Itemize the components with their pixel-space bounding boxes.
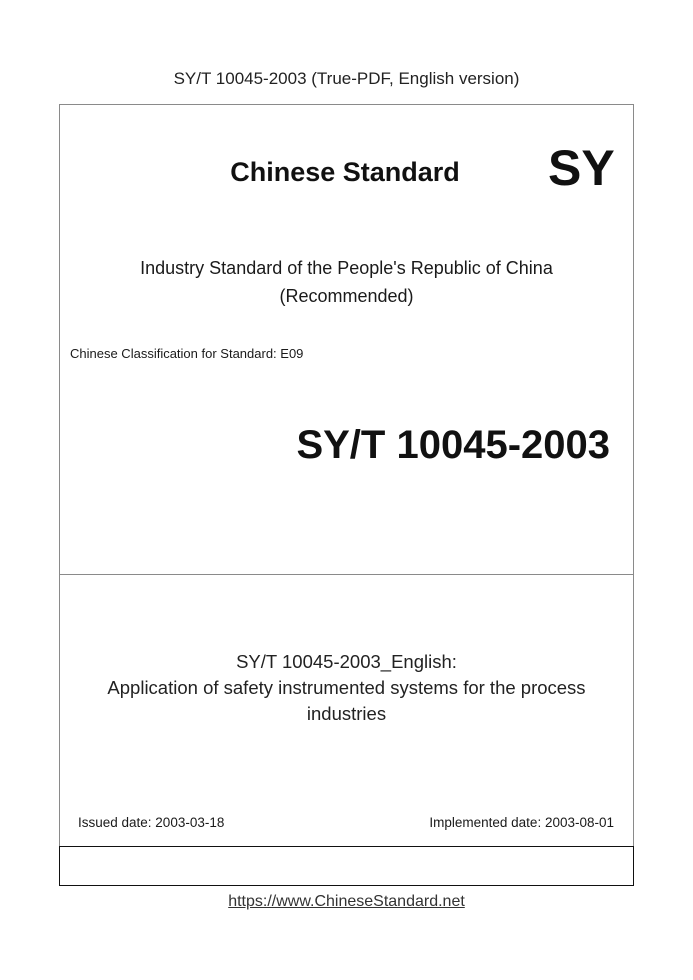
document-title (59, 649, 634, 727)
classification-label: Chinese Classification for Standard: E09 (70, 346, 304, 361)
industry-standard-line: Industry Standard of the People's Republic of China (140, 258, 553, 278)
recommended-label: (Recommended) (279, 286, 414, 306)
document-title-line: SY/T 10045-2003_English: (236, 651, 457, 672)
standard-mark: SY (548, 140, 615, 196)
standard-number: SY/T 10045-2003 (296, 423, 610, 467)
cover-frame (59, 104, 634, 886)
document-title-line: Application of safety instrumented systems for the process (107, 677, 586, 698)
page-header-title: SY/T 10045-2003 (True-PDF, English version) (173, 69, 520, 88)
section-divider (59, 574, 634, 575)
issued-date: Issued date: 2003-03-18 (78, 815, 225, 830)
frame-bottom-border (59, 885, 634, 886)
implemented-date: Implemented date: 2003-08-01 (429, 815, 614, 830)
frame-left-border (59, 846, 60, 886)
frame-right-border (633, 846, 634, 886)
footer-website-link[interactable]: https://www.ChineseStandard.net (228, 893, 465, 910)
section-divider (59, 846, 634, 847)
document-title-line: industries (306, 703, 387, 724)
standard-title: Chinese Standard (230, 157, 460, 187)
